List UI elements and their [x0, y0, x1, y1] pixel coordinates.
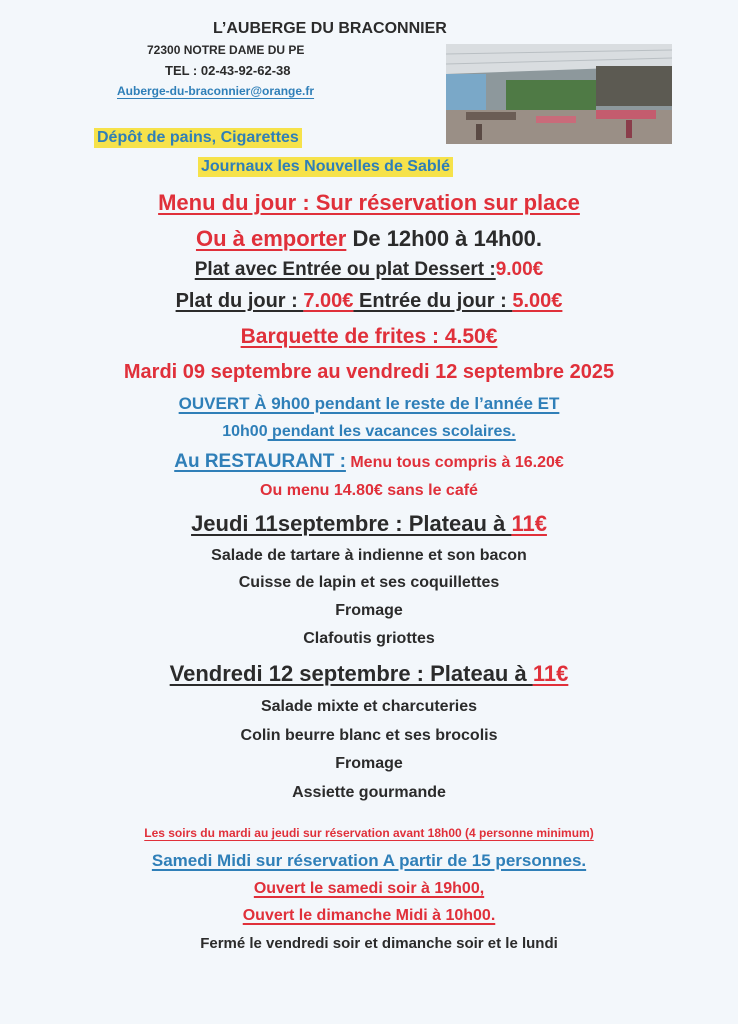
- day-heading-thursday-label: Jeudi 11septembre : Plateau à: [191, 511, 512, 536]
- menu-item: Salade mixte et charcuteries: [260, 698, 478, 715]
- opening-holidays: pendant les vacances scolaires.: [267, 423, 516, 440]
- opening-line-2: [0, 423, 738, 441]
- menu-jour-title: Menu du jour : Sur réservation sur place: [158, 190, 580, 215]
- day-heading-friday: [0, 661, 738, 687]
- combo-price: 9.00€: [495, 259, 544, 280]
- combo-label: Plat avec Entrée ou plat Dessert :: [194, 259, 496, 280]
- period-line: Mardi 09 septembre au vendredi 12 septembre 2025: [123, 361, 615, 383]
- plat-label: Plat du jour :: [175, 290, 304, 312]
- menu-item: Assiette gourmande: [292, 784, 446, 801]
- day-heading-friday-price: 11€: [532, 661, 569, 686]
- restaurant-menu-alt: Ou menu 14.80€ sans le café: [260, 482, 478, 499]
- email-link[interactable]: Auberge-du-braconnier@orange.fr: [117, 84, 315, 98]
- entree-label: Entrée du jour :: [353, 290, 513, 312]
- plat-price: 7.00€: [303, 290, 354, 312]
- saturday-evening-note: Ouvert le samedi soir à 19h00,: [253, 880, 485, 897]
- day-heading-thursday-price: 11€: [511, 511, 547, 536]
- restaurant-line: [0, 451, 738, 473]
- menu-item: Colin beurre blanc et ses brocolis: [240, 727, 498, 744]
- frites-line: Barquette de frites : 4.50€: [240, 325, 498, 348]
- combo-line: [0, 259, 738, 281]
- evening-reservation-note: Les soirs du mardi au jeudi sur réservation avant 18h00 (4 personne minimum): [144, 826, 594, 840]
- services-newspapers: Journaux les Nouvelles de Sablé: [198, 157, 453, 177]
- plat-entree-line: [0, 290, 738, 313]
- menu-item: Clafoutis griottes: [303, 630, 435, 647]
- opening-line-1: OUVERT À 9h00 pendant le reste de l’année ET: [178, 394, 560, 413]
- restaurant-menu-price: Menu tous compris à 16.20€: [345, 454, 564, 471]
- sunday-noon-note: Ouvert le dimanche Midi à 10h00.: [242, 907, 496, 924]
- day-heading-thursday: [0, 511, 738, 537]
- takeaway-label: Ou à emporter: [195, 226, 347, 251]
- takeaway-line: [0, 226, 738, 252]
- entree-price: 5.00€: [512, 290, 563, 312]
- closed-days-note: Fermé le vendredi soir et dimanche soir et le lundi: [200, 935, 558, 952]
- takeaway-hours: De 12h00 à 14h00.: [346, 226, 543, 251]
- menu-item: Cuisse de lapin et ses coquillettes: [238, 574, 500, 591]
- menu-item: Fromage: [335, 755, 403, 772]
- phone: TEL : 02-43-92-62-38: [165, 63, 291, 78]
- restaurant-label: Au RESTAURANT :: [174, 451, 346, 472]
- address: 72300 NOTRE DAME DU PE: [147, 43, 305, 57]
- terrace-photo-image: [446, 44, 672, 144]
- services-bread-cigarettes: Dépôt de pains, Cigarettes: [94, 128, 302, 148]
- saturday-noon-note: Samedi Midi sur réservation A partir de 15 personnes.: [151, 851, 587, 870]
- terrace-photo: [446, 44, 672, 144]
- restaurant-name: L’AUBERGE DU BRACONNIER: [213, 20, 447, 37]
- opening-time: 10h00: [222, 423, 268, 440]
- day-heading-friday-label: Vendredi 12 septembre : Plateau à: [169, 661, 533, 686]
- menu-item: Salade de tartare à indienne et son bacon: [211, 547, 527, 564]
- menu-item: Fromage: [335, 602, 403, 619]
